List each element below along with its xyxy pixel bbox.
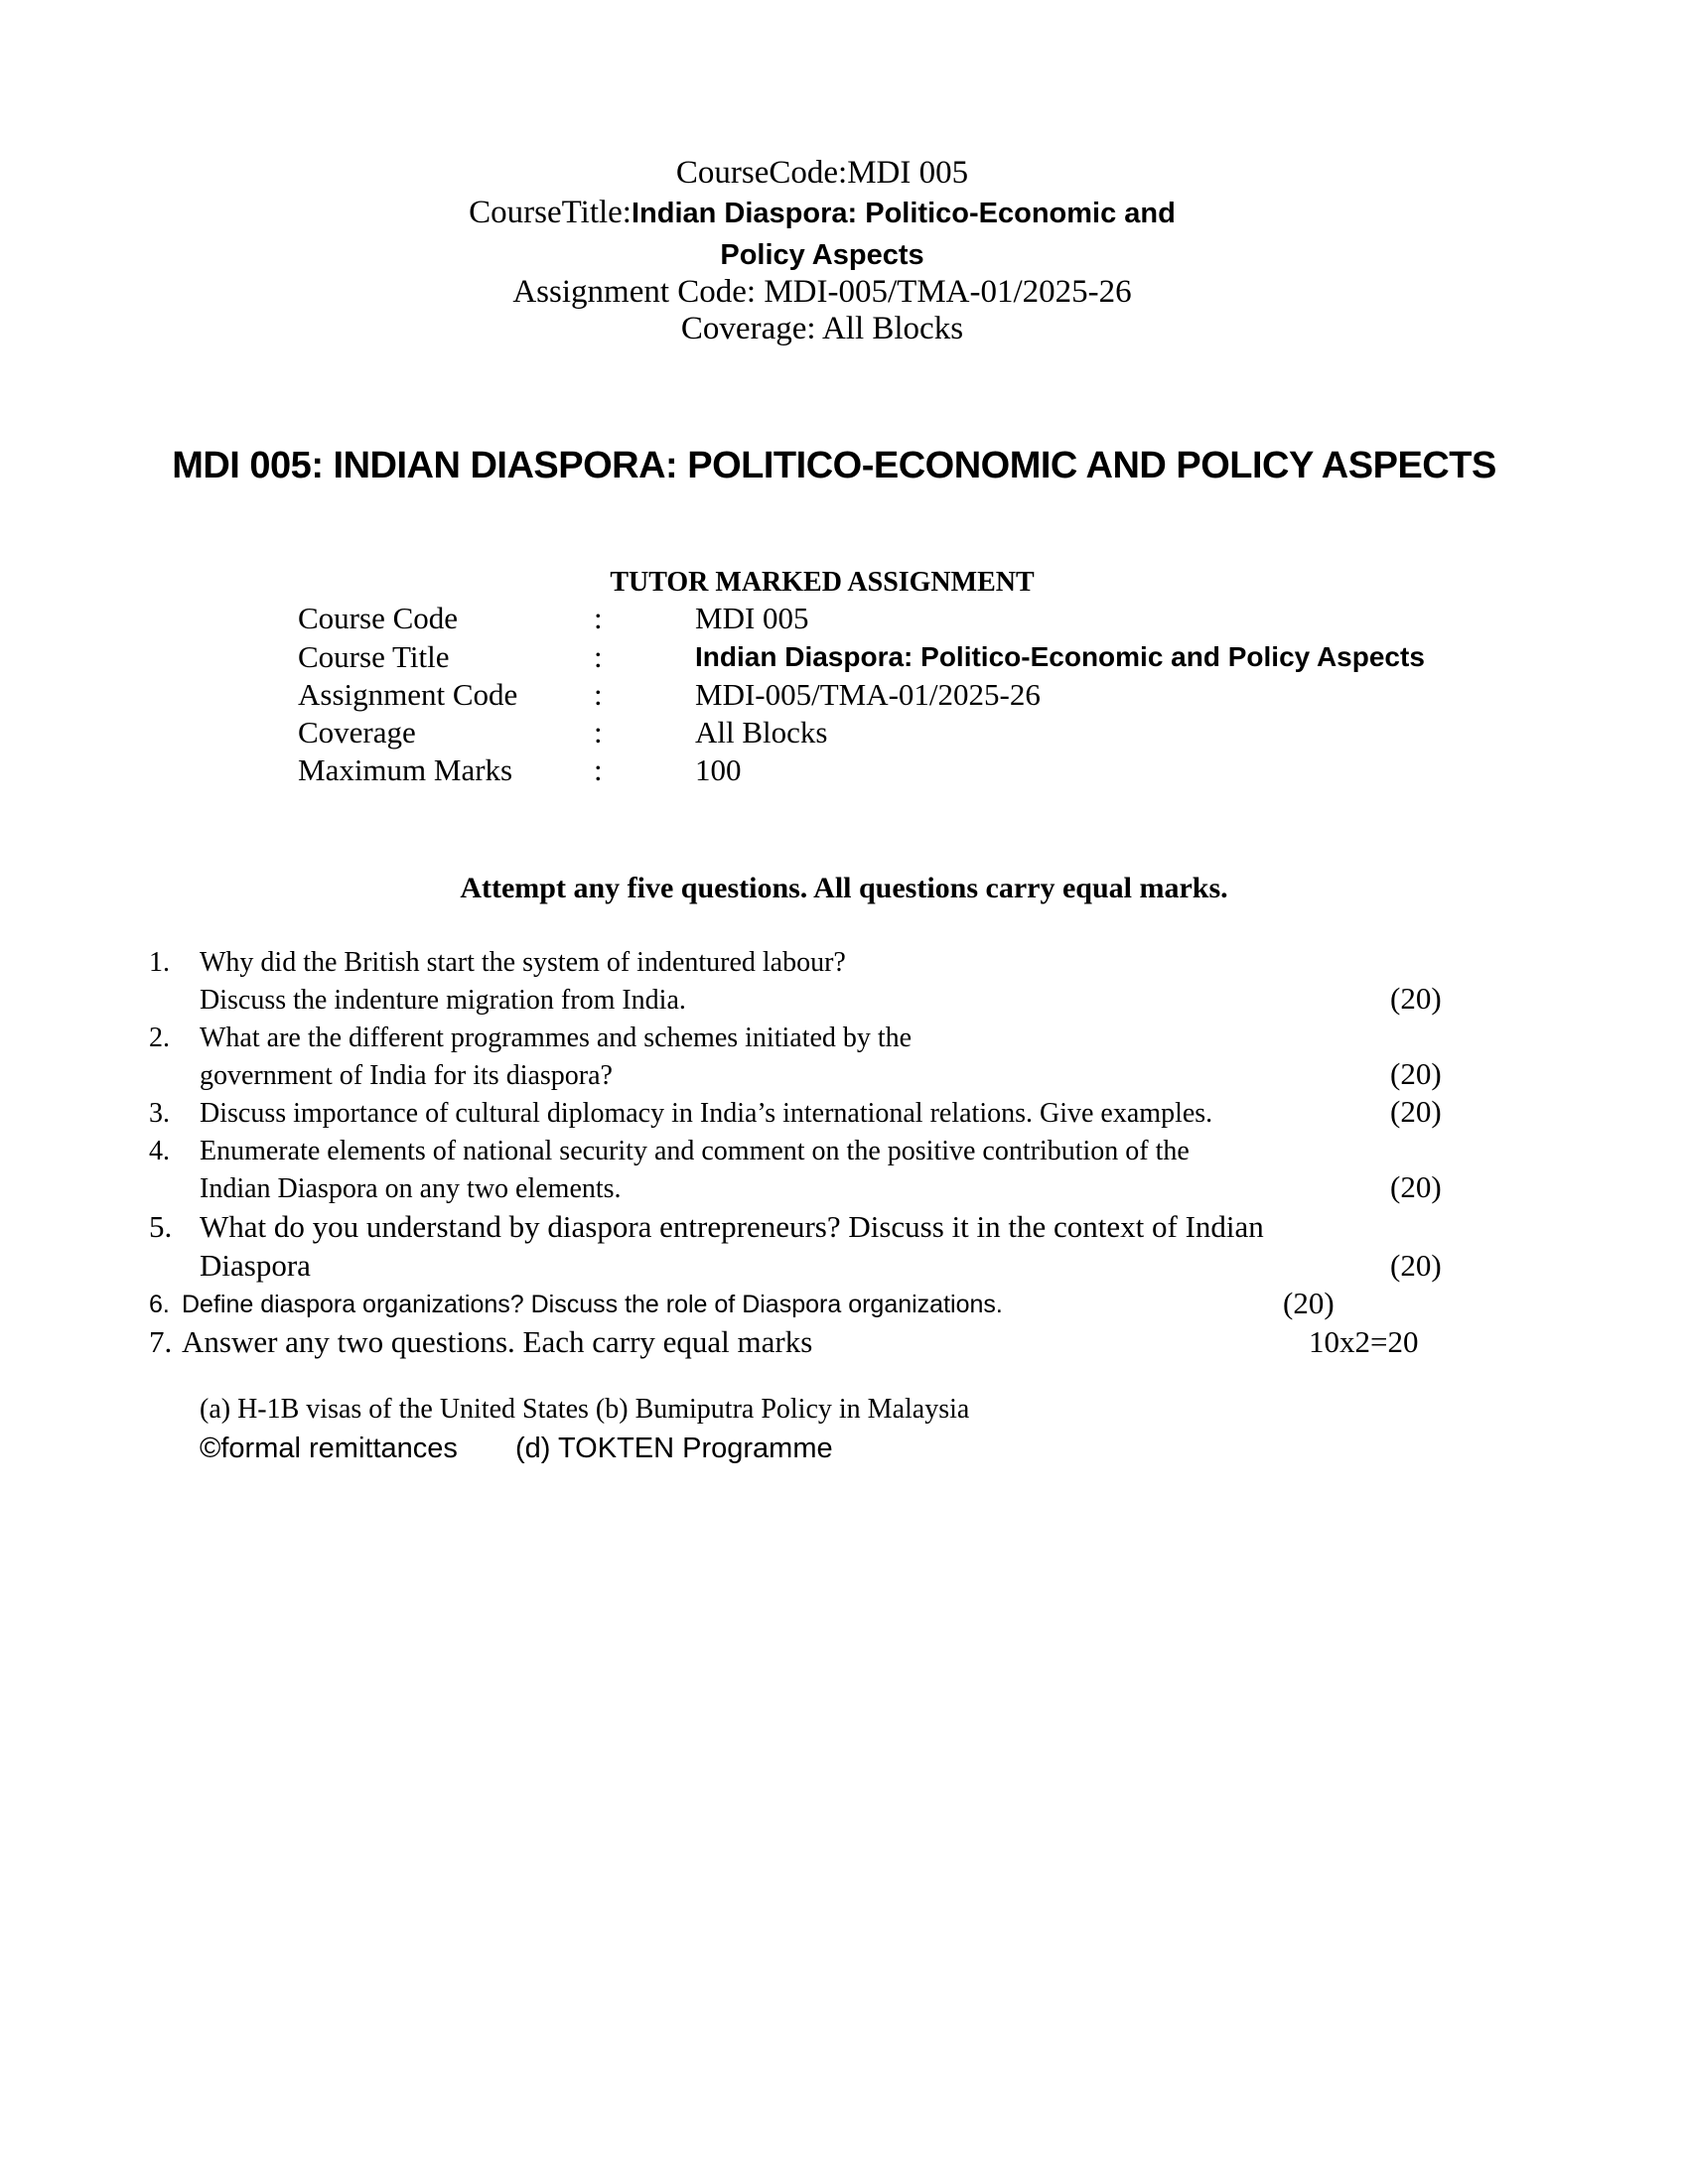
header-assignment-code: Assignment Code: MDI-005/TMA-01/2025-26 bbox=[512, 274, 1132, 310]
tma-value: Indian Diaspora: Politico-Economic and Policy Aspects bbox=[695, 641, 1425, 672]
question-text: Diaspora bbox=[200, 1248, 311, 1283]
question-number: 7. bbox=[149, 1324, 173, 1359]
question-marks: (20) bbox=[1390, 1056, 1442, 1091]
sub-option-c: ©formal remittances bbox=[200, 1433, 458, 1464]
question-text: What are the different programmes and schemes initiated by the bbox=[200, 1023, 913, 1053]
header-course-title-line2 bbox=[0, 236, 1644, 273]
question-marks: (20) bbox=[1390, 1248, 1442, 1283]
question-text: What do you understand by diaspora entrepreneurs? Discuss it in the context of Indian bbox=[200, 1209, 1264, 1244]
question-text: Indian Diaspora on any two elements. bbox=[200, 1173, 622, 1204]
question-text: Define diaspora organizations? Discuss the role of Diaspora organizations. bbox=[182, 1291, 1003, 1318]
question-number: 6. bbox=[149, 1291, 170, 1318]
sub-options-line2 bbox=[200, 1433, 833, 1465]
header-course-title-prefix: CourseTitle: bbox=[469, 195, 632, 230]
header-course-title bbox=[0, 195, 1644, 231]
tma-heading: TUTOR MARKED ASSIGNMENT bbox=[610, 567, 1035, 598]
question-text: Why did the British start the system of indentured labour? bbox=[200, 947, 846, 978]
tma-colon: : bbox=[594, 677, 603, 712]
question-number: 5. bbox=[149, 1209, 173, 1244]
header-course-title-bold-2: Policy Aspects bbox=[720, 239, 924, 271]
tma-value: All Blocks bbox=[695, 715, 828, 750]
tma-colon: : bbox=[594, 639, 603, 674]
tma-label: Assignment Code bbox=[298, 677, 518, 712]
question-marks: (20) bbox=[1390, 1169, 1442, 1204]
header-course-title-bold-1: Indian Diaspora: Politico-Economic and bbox=[631, 198, 1176, 229]
tma-colon: : bbox=[594, 752, 603, 787]
question-number: 4. bbox=[149, 1136, 170, 1166]
tma-label: Course Title bbox=[298, 639, 450, 674]
tma-value: MDI 005 bbox=[695, 601, 809, 635]
sub-option-d: (d) TOKTEN Programme bbox=[515, 1433, 833, 1464]
question-text: Discuss importance of cultural diplomacy in India’s international relations. Give examples. bbox=[200, 1098, 1213, 1129]
question-number: 1. bbox=[149, 947, 170, 978]
instructions: Attempt any five questions. All questions carry equal marks. bbox=[460, 872, 1228, 904]
question-marks: (20) bbox=[1390, 1094, 1442, 1129]
sub-options-line1: (a) H-1B visas of the United States (b) Bumiputra Policy in Malaysia bbox=[200, 1394, 970, 1425]
header-course-code: CourseCode:MDI 005 bbox=[675, 155, 969, 191]
tma-label: Course Code bbox=[298, 601, 459, 635]
header-coverage: Coverage: All Blocks bbox=[680, 311, 964, 346]
question-text: Enumerate elements of national security and comment on the positive contribution of the bbox=[200, 1136, 1190, 1166]
question-text: Discuss the indenture migration from India. bbox=[200, 985, 686, 1016]
tma-label: Coverage bbox=[298, 715, 416, 750]
question-text: government of India for its diaspora? bbox=[200, 1060, 613, 1091]
question-number: 2. bbox=[149, 1023, 170, 1053]
tma-label: Maximum Marks bbox=[298, 752, 513, 787]
tma-colon: : bbox=[594, 601, 603, 635]
question-number: 3. bbox=[149, 1098, 170, 1129]
tma-colon: : bbox=[594, 715, 603, 750]
tma-value: MDI-005/TMA-01/2025-26 bbox=[695, 677, 1041, 712]
question-marks: 10x2=20 bbox=[1309, 1324, 1419, 1359]
question-marks: (20) bbox=[1390, 981, 1442, 1016]
question-marks: (20) bbox=[1283, 1286, 1335, 1320]
question-text: Answer any two questions. Each carry equal marks bbox=[182, 1324, 813, 1359]
tma-value: 100 bbox=[695, 752, 742, 787]
main-title: MDI 005: INDIAN DIASPORA: POLITICO-ECONOMIC AND POLICY ASPECTS bbox=[172, 445, 1496, 486]
